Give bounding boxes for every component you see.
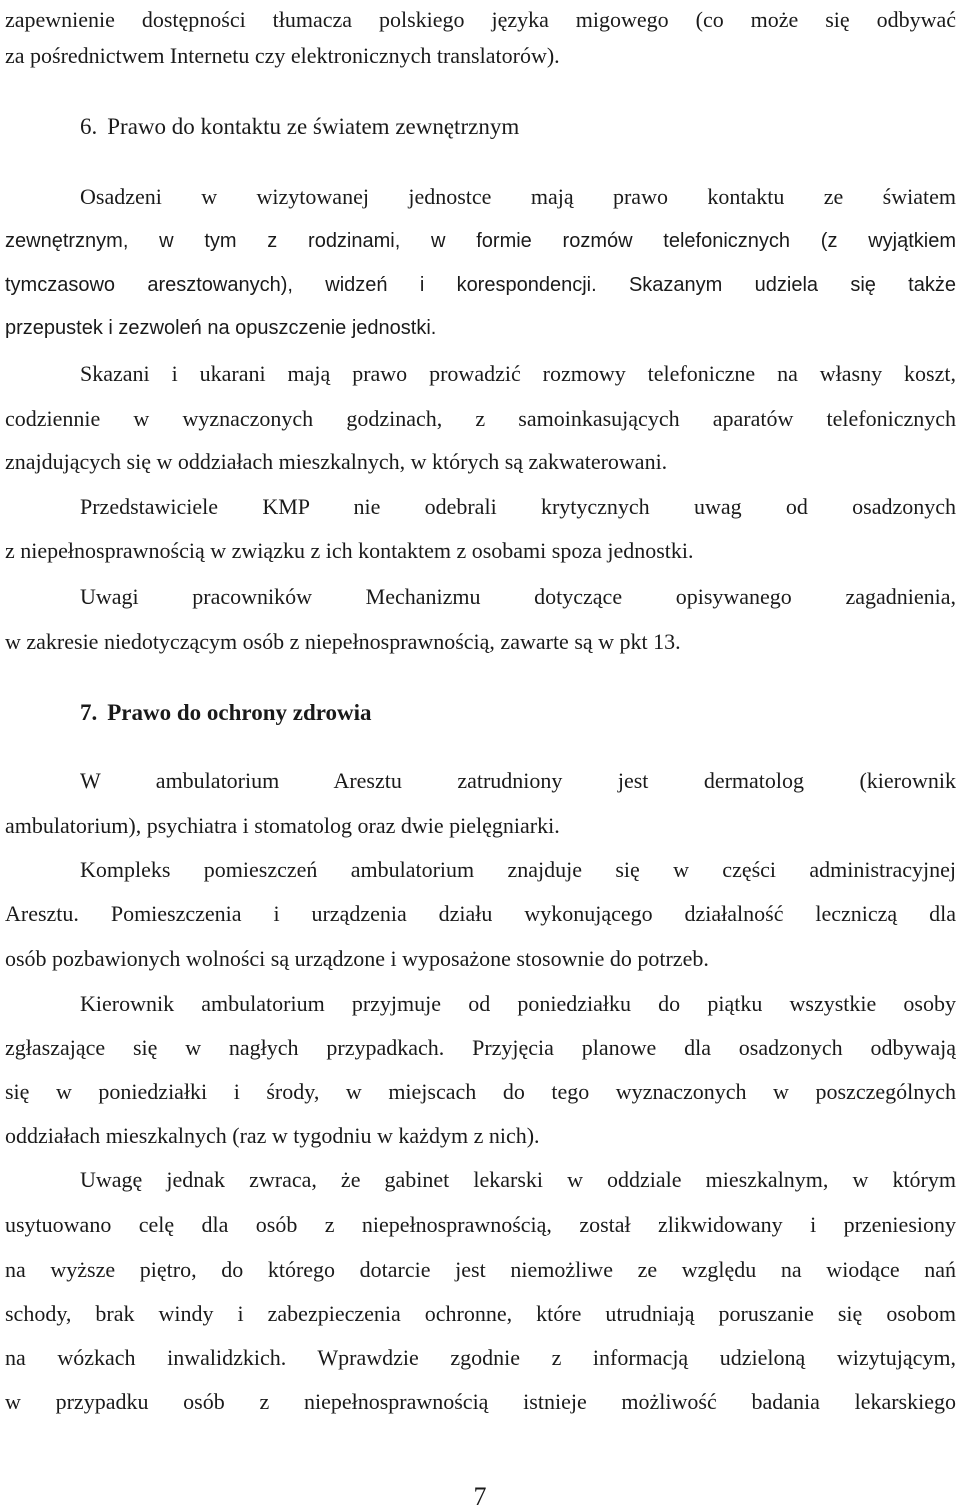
section-title: Prawo do ochrony zdrowia: [107, 700, 372, 725]
text-line: Aresztu. Pomieszczenia i urządzenia działu wykonującego działalność leczniczą dla: [5, 901, 956, 926]
text-line: Uwagę jednak zwraca, że gabinet lekarski w oddziale mieszkalnym, w którym: [80, 1167, 956, 1192]
text-line: na wyższe piętro, do którego dotarcie jest niemożliwe ze względu na wiodące nań: [5, 1257, 956, 1282]
section-number: 6.: [80, 114, 98, 139]
text-line: Osadzeni w wizytowanej jednostce mają prawo kontaktu ze światem: [80, 184, 956, 209]
text-line: Kierownik ambulatorium przyjmuje od poniedziałku do piątku wszystkie osoby: [80, 991, 956, 1016]
text-line: usytuowano celę dla osób z niepełnosprawnością, został zlikwidowany i przeniesiony: [5, 1212, 956, 1237]
text-line: zewnętrznym, w tym z rodzinami, w formie rozmów telefonicznych (z wyjątkiem: [5, 230, 956, 252]
text-line: ambulatorium), psychiatra i stomatolog oraz dwie pielęgniarki.: [5, 813, 560, 838]
text-line: się w poniedziałki i środy, w miejscach do tego wyznaczonych w poszczególnych: [5, 1079, 956, 1104]
section-title: Prawo do kontaktu ze światem zewnętrznym: [107, 114, 520, 139]
text-line: osób pozbawionych wolności są urządzone i wyposażone stosownie do potrzeb.: [5, 946, 709, 971]
text-line: Uwagi pracowników Mechanizmu dotyczące opisywanego zagadnienia,: [80, 584, 956, 609]
section-heading-6: [80, 110, 956, 144]
text-line: tymczasowo aresztowanych), widzeń i korespondencji. Skazanym udziela się także: [5, 274, 956, 296]
text-line: za pośrednictwem Internetu czy elektronicznych translatorów).: [5, 43, 560, 68]
page-number: 7: [473, 1482, 487, 1511]
section-heading-7: [80, 696, 956, 730]
text-line: Skazani i ukarani mają prawo prowadzić rozmowy telefoniczne na własny koszt,: [80, 361, 956, 386]
text-line: przepustek i zezwoleń na opuszczenie jednostki.: [5, 317, 437, 339]
text-line: Przedstawiciele KMP nie odebrali krytycznych uwag od osadzonych: [80, 494, 956, 519]
text-line: schody, brak windy i zabezpieczenia ochronne, które utrudniają poruszanie się osobom: [5, 1301, 956, 1326]
text-line: w zakresie niedotyczącym osób z niepełnosprawnością, zawarte są w pkt 13.: [5, 629, 681, 654]
text-line: z niepełnosprawnością w związku z ich kontaktem z osobami spoza jednostki.: [5, 538, 694, 563]
text-line: w przypadku osób z niepełnosprawnością istnieje możliwość badania lekarskiego: [5, 1389, 956, 1414]
section-number: 7.: [80, 700, 98, 725]
text-line: W ambulatorium Aresztu zatrudniony jest dermatolog (kierownik: [80, 768, 956, 793]
text-line: codziennie w wyznaczonych godzinach, z samoinkasujących aparatów telefonicznych: [5, 406, 956, 431]
text-line: zgłaszające się w nagłych przypadkach. Przyjęcia planowe dla osadzonych odbywają: [5, 1035, 956, 1060]
text-line: znajdujących się w oddziałach mieszkalnych, w których są zakwaterowani.: [5, 449, 668, 474]
text-line: oddziałach mieszkalnych (raz w tygodniu w każdym z nich).: [5, 1123, 540, 1148]
text-line: zapewnienie dostępności tłumacza polskiego języka migowego (co może się odbywać: [5, 7, 956, 32]
text-line: na wózkach inwalidzkich. Wprawdzie zgodnie z informacją udzieloną wizytującym,: [5, 1345, 956, 1370]
text-line: Kompleks pomieszczeń ambulatorium znajduje się w części administracyjnej: [80, 857, 956, 882]
